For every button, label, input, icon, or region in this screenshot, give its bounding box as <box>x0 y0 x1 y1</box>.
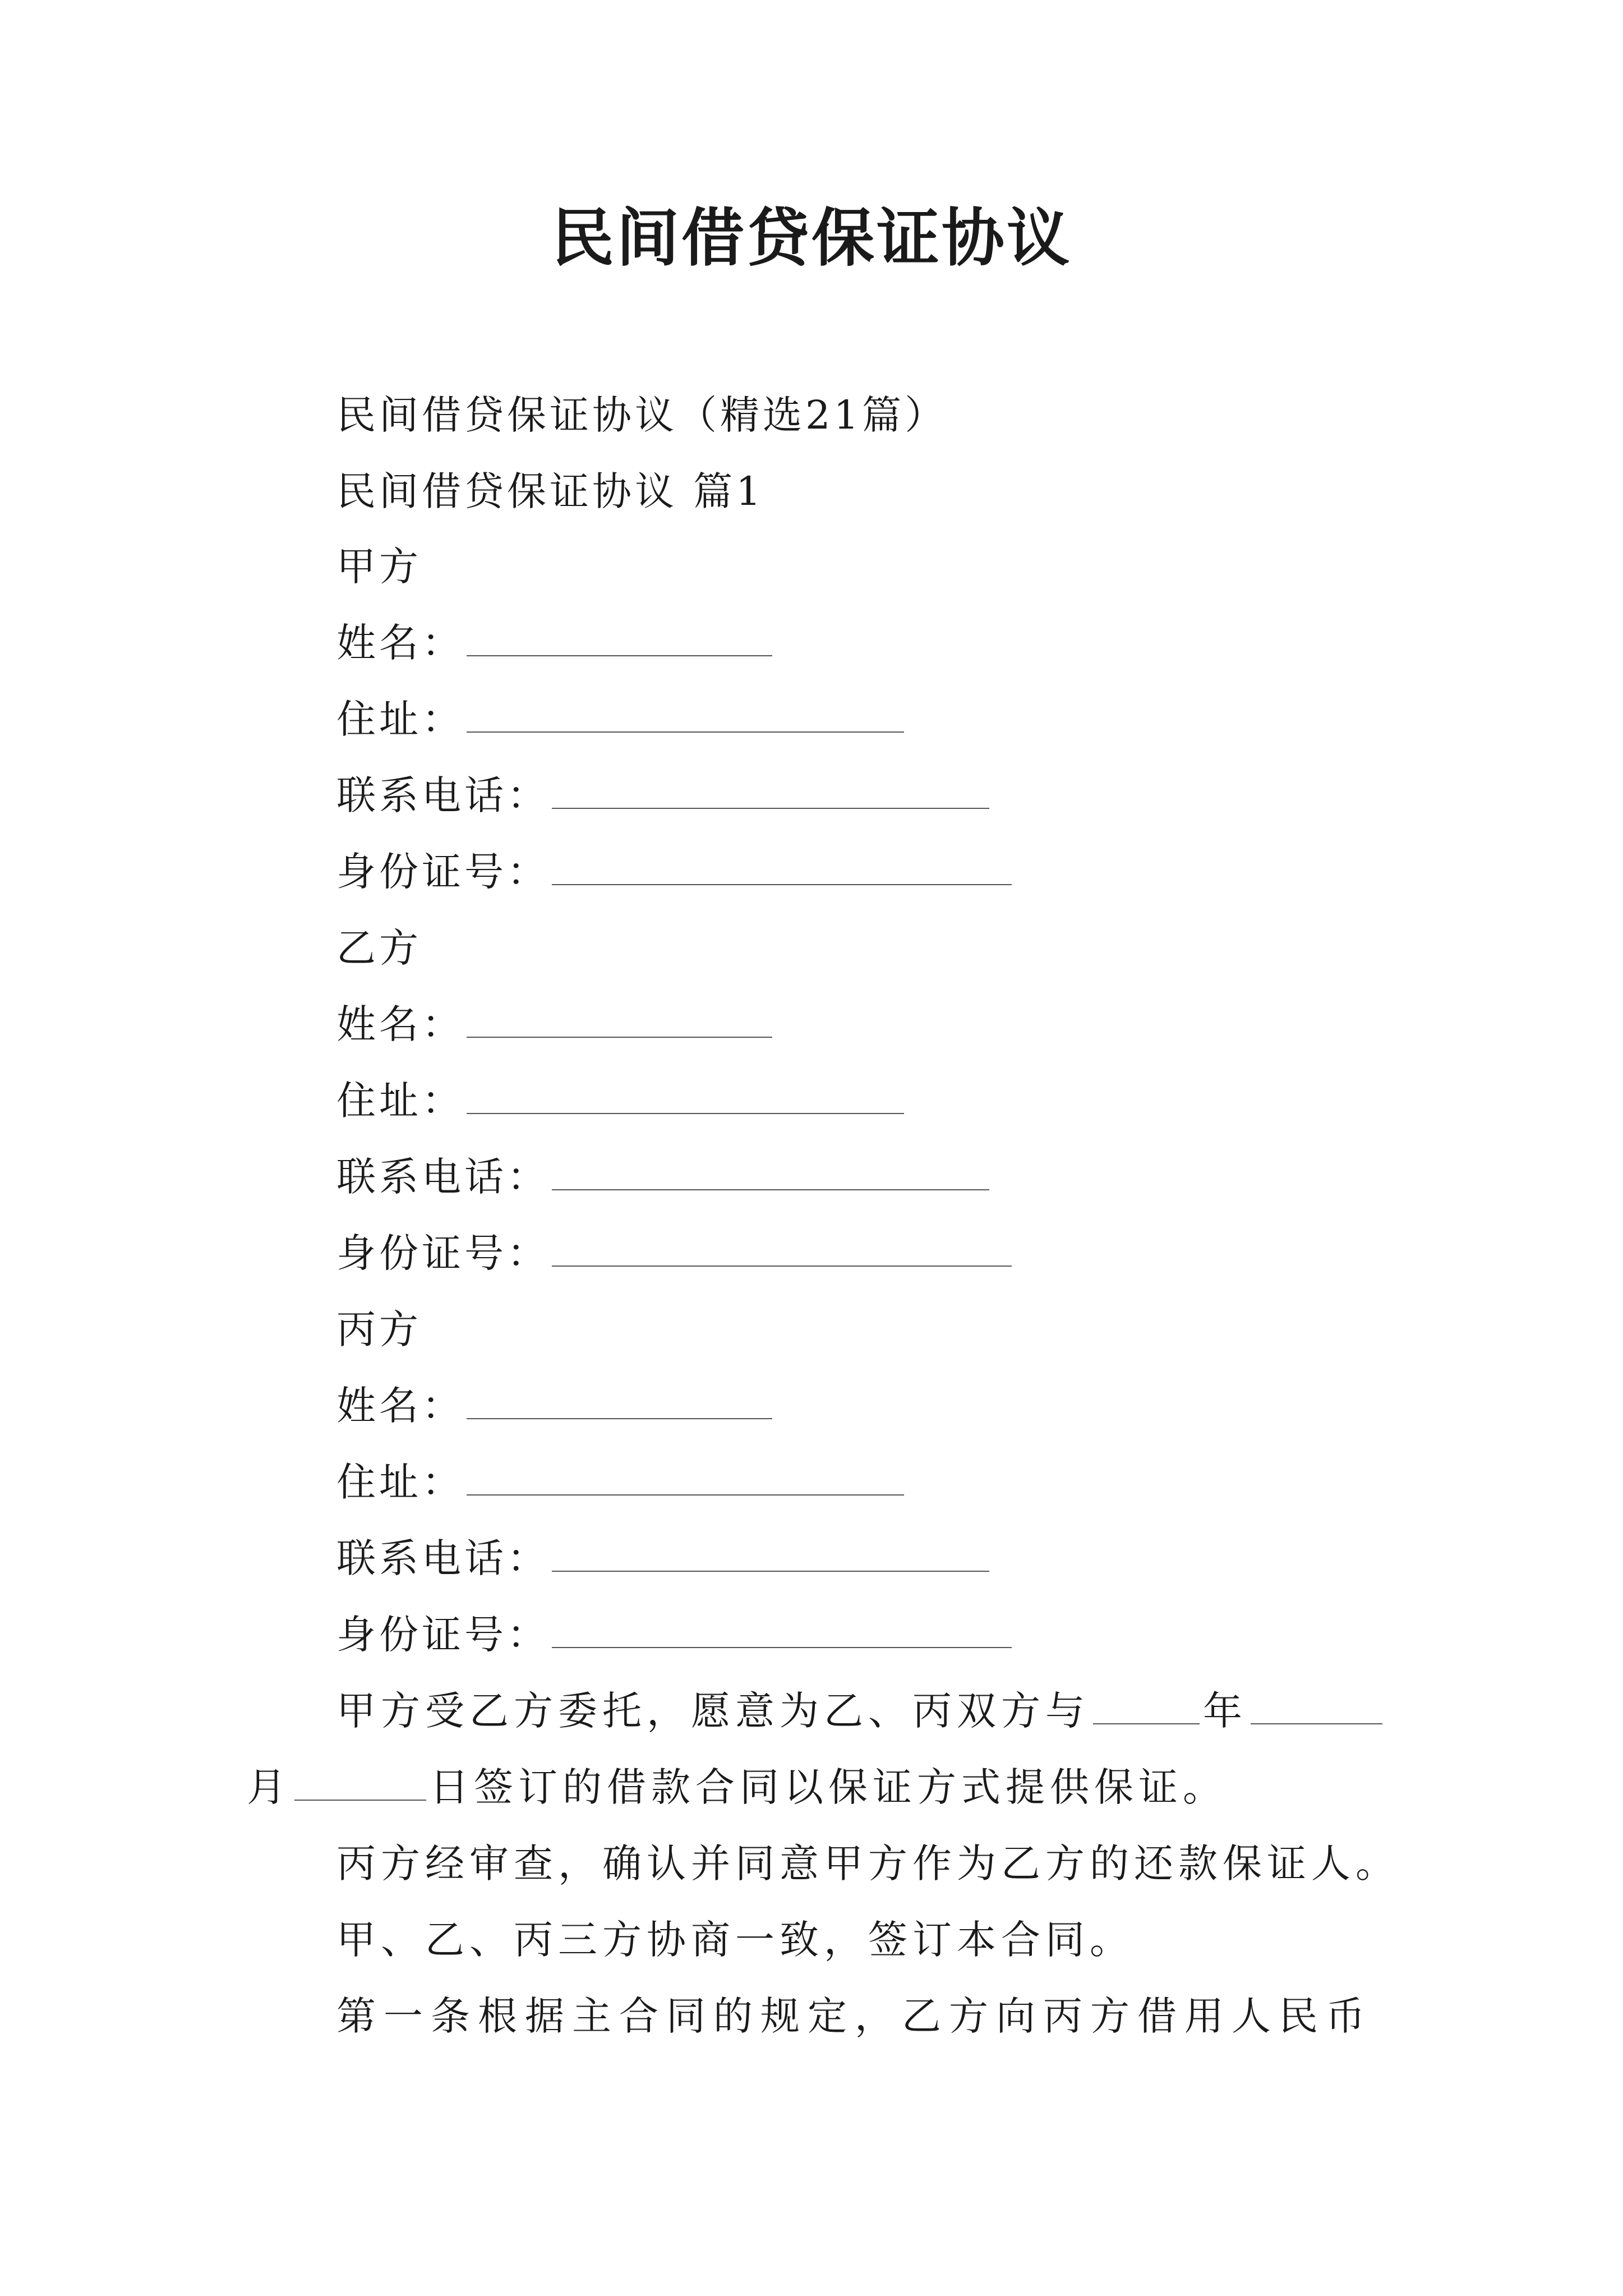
paragraph-text: 日签订的借款合同以保证方式提供保证。 <box>430 1764 1227 1810</box>
address-label: 住址： <box>336 696 464 742</box>
party-a-address-blank <box>467 697 904 733</box>
phone-label: 联系电话： <box>336 1535 550 1581</box>
name-label: 姓名： <box>336 1001 464 1047</box>
party-c-address-row <box>336 1454 904 1510</box>
party-c-id-blank <box>552 1612 1012 1648</box>
paragraph-review: 丙方经审查，确认并同意甲方作为乙方的还款保证人。 <box>336 1841 1400 1887</box>
paragraph-entrustment-line2 <box>247 1759 1227 1815</box>
party-b-address-row <box>336 1073 904 1129</box>
party-a-name-blank <box>467 620 772 656</box>
party-c-name-row <box>336 1378 772 1434</box>
party-a-name-row <box>336 615 772 671</box>
party-b-name-row <box>336 996 772 1052</box>
section-heading: 民间借贷保证协议 篇1 <box>336 468 764 514</box>
phone-label: 联系电话： <box>336 772 550 818</box>
name-label: 姓名： <box>336 620 464 666</box>
party-c-address-blank <box>467 1460 904 1496</box>
address-label: 住址： <box>336 1459 464 1505</box>
year-blank <box>1093 1688 1200 1724</box>
document-title: 民间借贷保证协议 <box>551 201 1072 275</box>
party-c-id-row <box>336 1607 1012 1663</box>
party-b-heading: 乙方 <box>336 925 422 971</box>
party-a-id-blank <box>552 849 1012 885</box>
party-a-phone-blank <box>552 773 989 809</box>
paragraph-entrustment-line1 <box>336 1683 1386 1739</box>
day-blank <box>294 1765 426 1801</box>
party-a-heading: 甲方 <box>336 544 422 590</box>
month-blank <box>1251 1688 1382 1724</box>
paragraph-article-one: 第一条根据主合同的规定，乙方向丙方借用人民币 <box>336 1993 1373 2039</box>
id-label: 身份证号： <box>336 849 550 895</box>
id-label: 身份证号： <box>336 1230 550 1276</box>
phone-label: 联系电话： <box>336 1154 550 1200</box>
party-b-id-row <box>336 1225 1012 1281</box>
party-b-address-blank <box>467 1078 904 1114</box>
party-b-name-blank <box>467 1002 772 1038</box>
party-a-phone-row <box>336 767 989 823</box>
paragraph-text: 甲方受乙方委托，愿意为乙、丙双方与 <box>336 1688 1090 1734</box>
document-subtitle: 民间借贷保证协议（精选21篇） <box>336 392 948 438</box>
address-label: 住址： <box>336 1078 464 1124</box>
party-a-address-row <box>336 691 904 747</box>
party-c-phone-blank <box>552 1536 989 1572</box>
party-c-heading: 丙方 <box>336 1306 422 1352</box>
party-b-id-blank <box>552 1231 1012 1267</box>
party-a-id-row <box>336 844 1012 900</box>
month-label: 月 <box>247 1764 291 1810</box>
name-label: 姓名： <box>336 1383 464 1429</box>
year-label: 年 <box>1203 1688 1247 1734</box>
party-b-phone-blank <box>552 1154 989 1190</box>
party-c-phone-row <box>336 1530 989 1586</box>
id-label: 身份证号： <box>336 1612 550 1658</box>
party-b-phone-row <box>336 1149 989 1205</box>
paragraph-agreement: 甲、乙、丙三方协商一致，签订本合同。 <box>336 1917 1134 1963</box>
party-c-name-blank <box>467 1383 772 1419</box>
